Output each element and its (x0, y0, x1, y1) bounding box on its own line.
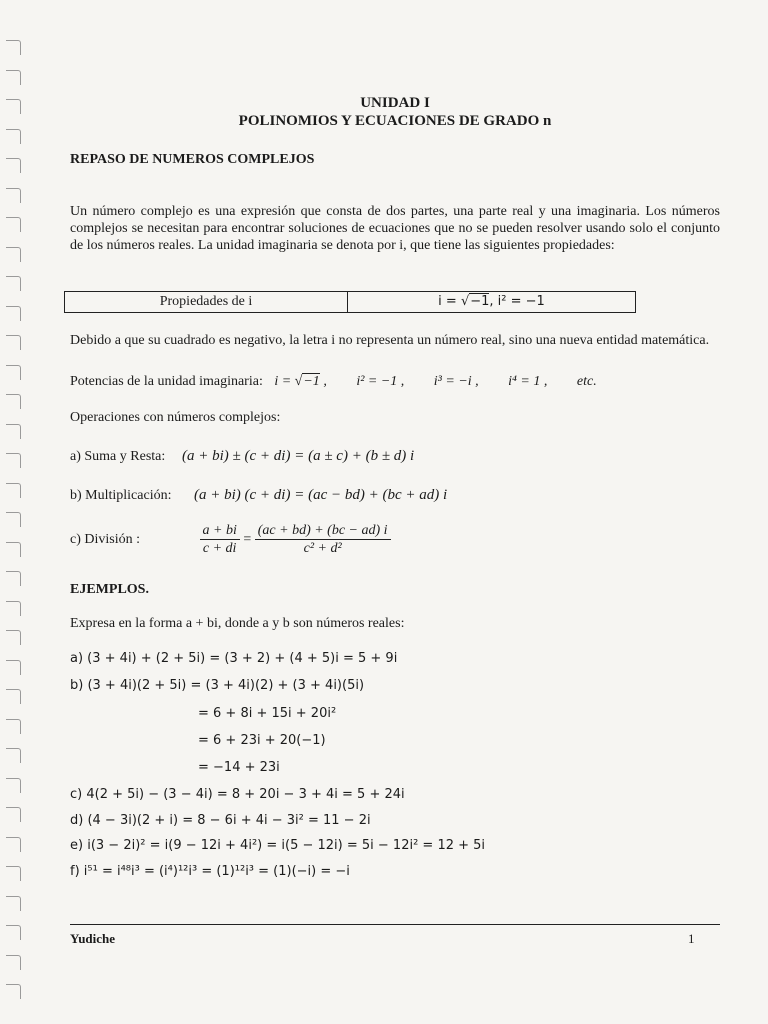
binding-ring (6, 630, 21, 645)
binding-ring (6, 394, 21, 409)
section-title: REPASO DE NUMEROS COMPLEJOS (70, 152, 315, 167)
binding-ring (6, 660, 21, 675)
properties-label: Propiedades de i (65, 292, 348, 312)
binding-ring (6, 188, 21, 203)
binding-ring (6, 129, 21, 144)
sqrt-icon: √ (460, 294, 470, 309)
binding-ring (6, 424, 21, 439)
binding-ring (6, 70, 21, 85)
example-b: b) (3 + 4i)(2 + 5i) = (3 + 4i)(2) + (3 + 4i)(5i) (70, 678, 365, 693)
binding-ring (6, 483, 21, 498)
division-den-1: c + di (202, 541, 237, 556)
operation-mult-formula: (a + bi) (c + di) = (ac − bd) + (bc + ad) i (194, 487, 448, 503)
binding-ring (6, 601, 21, 616)
division-num-2: (ac + bd) + (bc − ad) i (255, 522, 391, 540)
binding-ring (6, 689, 21, 704)
footer-page-number: 1 (688, 931, 695, 946)
example-b-step-3: = 6 + 23i + 20(−1) (198, 733, 326, 748)
binding-ring (6, 748, 21, 763)
footer-divider (70, 924, 720, 925)
properties-suffix: , i² = −1 (489, 294, 545, 309)
division-fraction-2 (255, 522, 391, 557)
operation-mult-label: b) Multiplicación: (70, 488, 172, 503)
properties-table (64, 291, 636, 313)
binding-ring (6, 365, 21, 380)
binding-ring (6, 335, 21, 350)
operation-sum-formula: (a + bi) ± (c + di) = (a ± c) + (b ± d) i (182, 448, 415, 464)
binding-ring (6, 955, 21, 970)
notebook-binding (6, 40, 28, 1010)
example-a: a) (3 + 4i) + (2 + 5i) = (3 + 2) + (4 + 5)i = 5 + 9i (70, 651, 398, 666)
power-1-radicand: −1 (303, 374, 320, 389)
examples-intro: Expresa en la forma a + bi, donde a y b son números reales: (70, 616, 405, 631)
binding-ring (6, 40, 21, 55)
binding-ring (6, 99, 21, 114)
intro-paragraph: Un número complejo es una expresión que consta de dos partes, una parte real y una imaginaria. Los números complejos se necesitan para encontrar soluciones de ecuaciones que no se pueden resolver usando solo el conjunto de los números reales. La unidad imaginaria se denota por i, que tiene las siguientes propiedades: (70, 204, 720, 253)
sqrt-icon: √ (294, 374, 303, 389)
operation-sum-label: a) Suma y Resta: (70, 449, 166, 464)
binding-ring (6, 896, 21, 911)
power-4: i⁴ = 1 , (508, 374, 548, 389)
power-2: i² = −1 , (356, 374, 405, 389)
division-num-1: a + bi (200, 522, 240, 540)
binding-ring (6, 984, 21, 999)
paragraph-2: Debido a que su cuadrado es negativo, la letra i no representa un número real, sino una nueva entidad matemática. (70, 333, 710, 348)
binding-ring (6, 778, 21, 793)
binding-ring (6, 217, 21, 232)
power-1 (274, 374, 326, 389)
powers-label: Potencias de la unidad imaginaria: (70, 374, 263, 389)
example-b-step-4: = −14 + 23i (198, 760, 280, 775)
document-page (70, 0, 720, 1024)
operation-division (70, 522, 391, 557)
examples-heading: EJEMPLOS. (70, 582, 149, 597)
properties-formula (348, 292, 635, 312)
powers-etc: etc. (576, 374, 597, 389)
power-1-suffix: , (319, 374, 327, 389)
binding-ring (6, 276, 21, 291)
binding-ring (6, 247, 21, 262)
binding-ring (6, 453, 21, 468)
example-d: d) (4 − 3i)(2 + i) = 8 − 6i + 4i − 3i² = 11 − 2i (70, 813, 371, 828)
division-fraction-1 (200, 522, 240, 557)
binding-ring (6, 807, 21, 822)
operations-heading: Operaciones con números complejos: (70, 410, 281, 425)
example-e: e) i(3 − 2i)² = i(9 − 12i + 4i²) = i(5 − 12i) = 5i − 12i² = 12 + 5i (70, 838, 486, 853)
division-den-2: c² + d² (303, 541, 342, 556)
binding-ring (6, 306, 21, 321)
operation-sum (70, 448, 414, 465)
footer-author: Yudiche (70, 931, 116, 946)
binding-ring (6, 158, 21, 173)
unit-title: UNIDAD I (360, 95, 430, 111)
example-b-step-2: = 6 + 8i + 15i + 20i² (198, 706, 337, 721)
unit-subtitle: POLINOMIOS Y ECUACIONES DE GRADO n (238, 113, 552, 129)
binding-ring (6, 571, 21, 586)
powers-line (70, 373, 597, 390)
binding-ring (6, 837, 21, 852)
power-3: i³ = −i , (433, 374, 479, 389)
properties-prefix: i = (438, 294, 461, 309)
division-equals: = (243, 532, 252, 547)
example-f: f) i⁵¹ = i⁴⁸i³ = (i⁴)¹²i³ = (1)¹²i³ = (1)(−i) = −i (70, 864, 350, 879)
example-c: c) 4(2 + 5i) − (3 − 4i) = 8 + 20i − 3 + 4i = 5 + 24i (70, 787, 405, 802)
binding-ring (6, 866, 21, 881)
operation-mult (70, 487, 447, 504)
division-label: c) División : (70, 532, 140, 547)
binding-ring (6, 925, 21, 940)
binding-ring (6, 542, 21, 557)
properties-radicand: −1 (470, 294, 490, 309)
power-1-prefix: i = (274, 374, 295, 389)
binding-ring (6, 512, 21, 527)
binding-ring (6, 719, 21, 734)
